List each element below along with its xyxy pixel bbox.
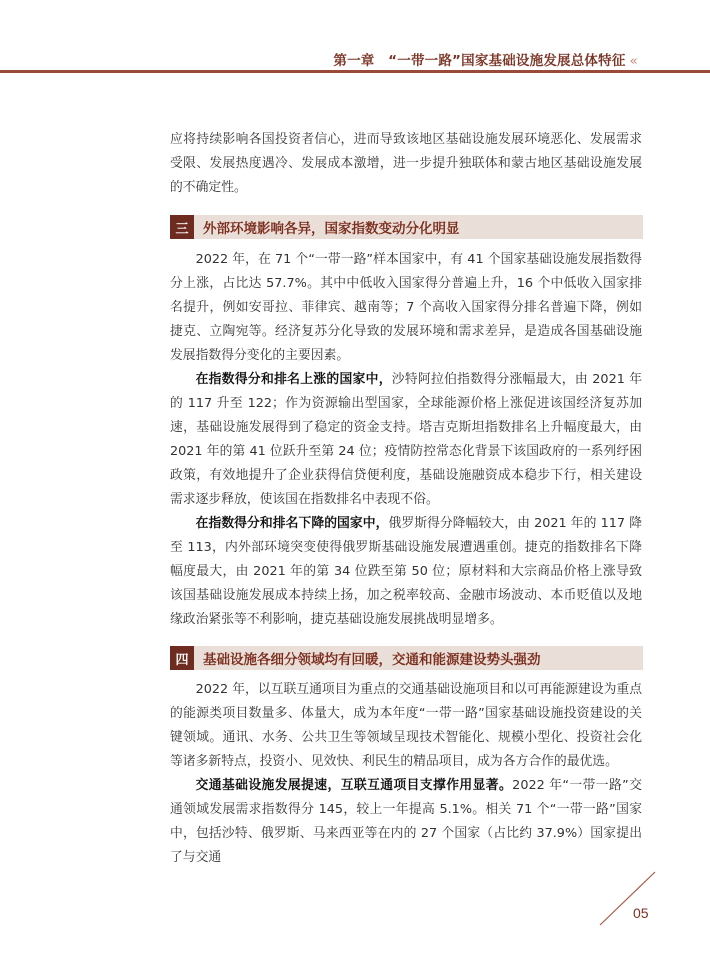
section-4-title: 基础设施各细分领域均有回暖，交通和能源建设势头强劲: [203, 652, 541, 668]
section-3-paragraph-1: 2022 年，在 71 个“一带一路”样本国家中，有 41 个国家基础设施发展指数得分上涨，占比达 57.7%。其中中低收入国家得分普遍上升，16 个中低收入国家排名提升，例如安哥拉、菲律宾、越南等；7 个高收入国家得分排名普遍下降，例如捷克、立陶宛等。经济复苏分化导致的发展环境和需求差异，是造成各国基础设施发展指数得分变化的主要因素。: [170, 252, 642, 363]
section-3-paragraph-2-lead: 在指数得分和排名上涨的国家中，: [195, 372, 392, 387]
intro-paragraph: 应将持续影响各国投资者信心，进而导致该地区基础设施发展环境恶化、发展需求受限、发展热度遇冷、发展成本激增，进一步提升独联体和蒙古地区基础设施发展的不确定性。: [170, 132, 642, 195]
section-4-number: 四: [170, 646, 194, 670]
chapter-title: 第一章 “一带一路”国家基础设施发展总体特征: [333, 53, 626, 69]
section-3-paragraph-3-body: 俄罗斯得分降幅较大，由 2021 年的 117 降至 113，内外部环境突变使得俄罗斯基础设施发展遭遇重创。捷克的指数排名下降幅度最大，由 2021 年的第 34 位跌至第 50 位；原材料和大宗商品价格上涨导致该国基础设施发展成本持续上扬，加之税率较高、金融市场波动、本币贬值以及地缘政治紧张等不利影响，捷克基础设施发展挑战明显增多。: [170, 516, 642, 627]
section-3-title: 外部环境影响各异，国家指数变动分化明显: [203, 221, 460, 237]
section-4-paragraph-2-body: 2022 年“一带一路”交通领域发展需求指数得分 145，较上一年提高 5.1%。相关 71 个“一带一路”国家中，包括沙特、俄罗斯、马来西亚等在内的 27 个国家（占比约 37.9%）国家提出了与交通: [170, 778, 642, 865]
section-4-paragraph-1: 2022 年，以互联互通项目为重点的交通基础设施项目和以可再能源建设为重点的能源类项目数量多、体量大，成为本年度“一带一路”国家基础设施投资建设的关键领域。通讯、水务、公共卫生等领域呈现技术智能化、规模小型化、投资社会化等诸多新特点，投资小、见效快、利民生的精品项目，成为各方合作的最优选。: [170, 682, 642, 769]
section-4-paragraph-2-lead: 交通基础设施发展提速，互联互通项目支撑作用显著。: [195, 778, 513, 793]
double-chevron-icon: «: [629, 53, 638, 69]
section-3-paragraph-3-lead: 在指数得分和排名下降的国家中，: [195, 516, 389, 531]
page-number: 05: [633, 905, 649, 921]
section-3-number: 三: [170, 215, 194, 239]
section-3-paragraph-2-body: 沙特阿拉伯指数得分涨幅最大，由 2021 年的 117 升至 122；作为资源输出型国家，全球能源价格上涨促进该国经济复苏加速，基础设施发展得到了稳定的资金支持。塔吉克斯坦指数排名上升幅度最大，由 2021 年的第 41 位跃升至第 24 位；疫情防控常态化背景下该国政府的一系列纾困政策，有效地提升了企业获得信贷便利度，基础设施融资成本稳步下行，相关建设需求逐步释放，使该国在指数排名中表现不俗。: [170, 372, 642, 507]
